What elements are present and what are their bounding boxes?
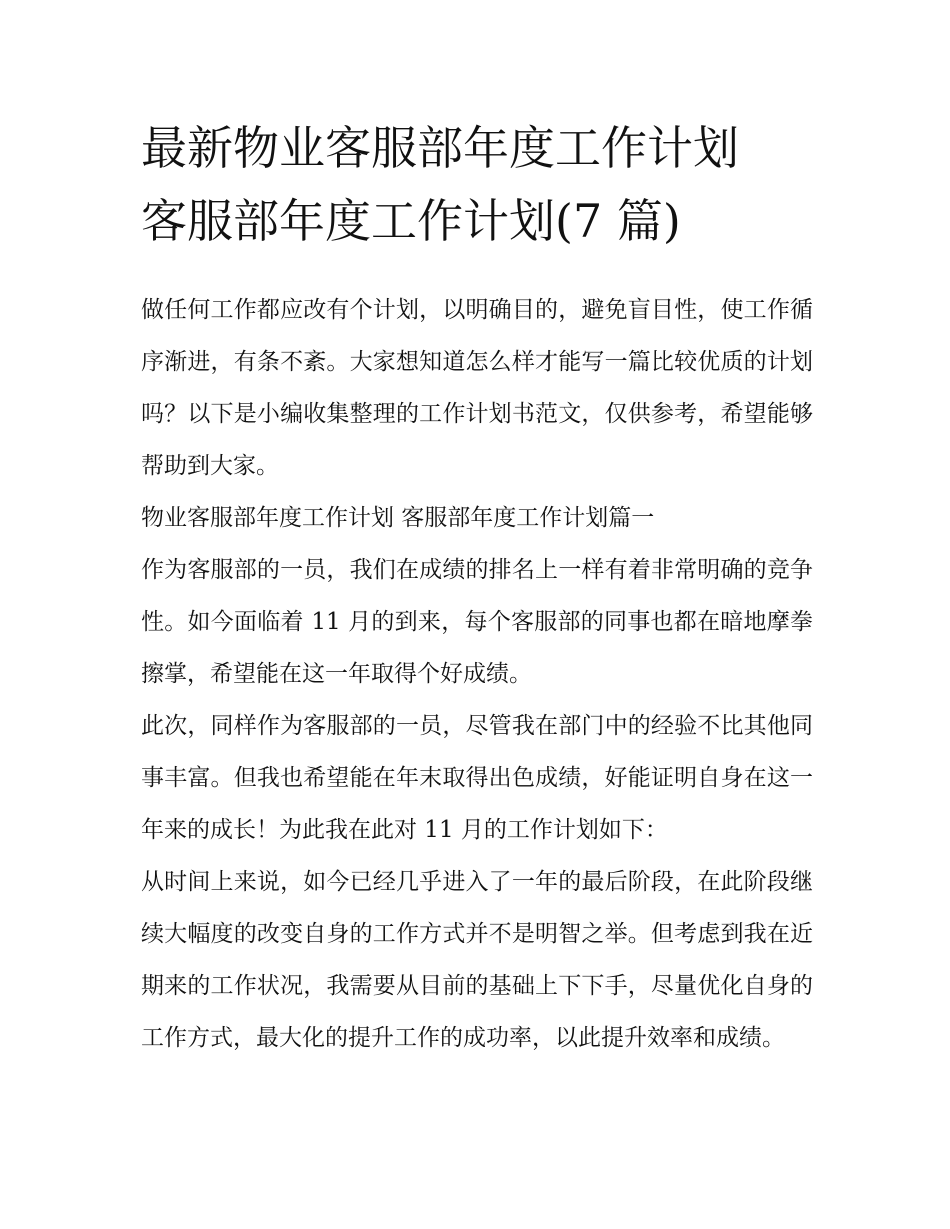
title-line-1: 最新物业客服部年度工作计划	[141, 121, 739, 175]
title-line-2: 客服部年度工作计划(7 篇)	[141, 194, 681, 248]
paragraph-2: 此次，同样作为客服部的一员，尽管我在部门中的经验不比其他同事丰富。但我也希望能在年末取得出色成绩，好能证明自身在这一年来的成长！为此我在此对 11 月的工作计划如下：	[141, 713, 813, 843]
document-body	[141, 284, 813, 1064]
section-heading: 物业客服部年度工作计划 客服部年度工作计划篇一	[141, 505, 655, 531]
document-title	[141, 112, 813, 258]
paragraph-1: 作为客服部的一员，我们在成绩的排名上一样有着非常明确的竞争性。如今面临着 11 月的到来，每个客服部的同事也都在暗地摩拳擦掌，希望能在这一年取得个好成绩。	[141, 557, 813, 687]
document-content	[141, 112, 813, 1064]
paragraph-3: 从时间上来说，如今已经几乎进入了一年的最后阶段，在此阶段继续大幅度的改变自身的工作方式并不是明智之举。但考虑到我在近期来的工作状况，我需要从目前的基础上下下手，尽量优化自身的工作方式，最大化的提升工作的成功率，以此提升效率和成绩。	[141, 869, 813, 1051]
paragraph-intro: 做任何工作都应改有个计划，以明确目的，避免盲目性，使工作循序渐进，有条不紊。大家想知道怎么样才能写一篇比较优质的计划吗？以下是小编收集整理的工作计划书范文，仅供参考，希望能够帮助到大家。	[141, 297, 813, 479]
